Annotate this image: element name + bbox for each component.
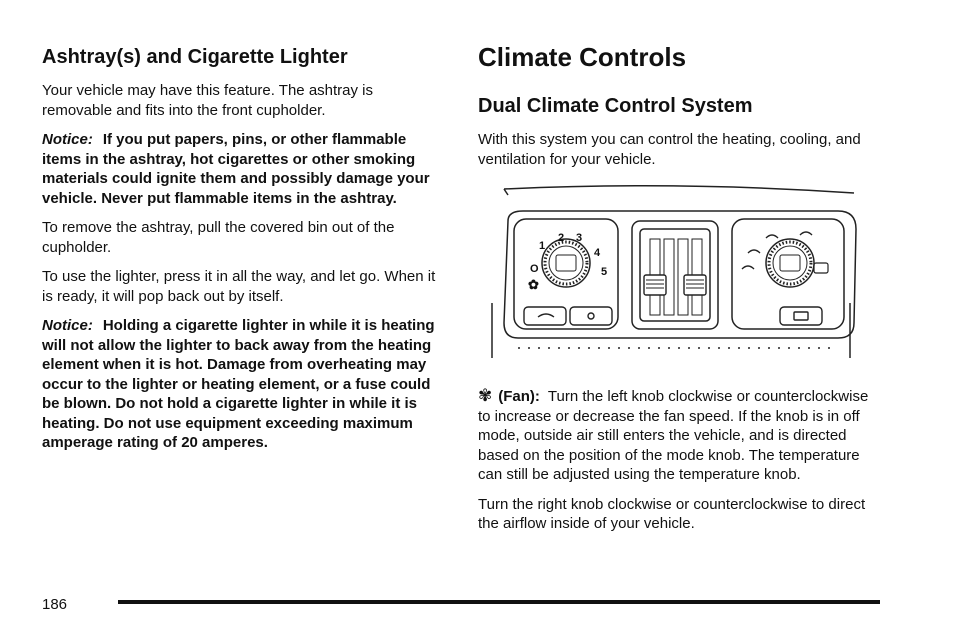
rear-defrost-button <box>780 307 822 325</box>
fan-label: (Fan): <box>498 388 540 405</box>
climate-panel-drawing <box>478 183 858 368</box>
climate-controls-title: Climate Controls <box>478 42 687 72</box>
notice-text: Holding a cigarette lighter in while it is heating will not allow the lighter to back away from the heating element when it is hot. Damage from overheating may occur to the lighter or heating element, or a fuse could be blown. Do not hold a cigarette lighter in while it is heating. Do not use equipment exceeding maximum amperage rating of 20 amperes. <box>42 317 435 451</box>
lighter-notice <box>42 316 444 453</box>
footer-rule <box>118 600 880 604</box>
knob-number-1: 1 <box>539 240 546 252</box>
left-column <box>42 46 444 463</box>
knob-number-2: 2 <box>558 232 565 244</box>
dual-climate-subtitle: Dual Climate Control System <box>478 95 753 117</box>
climate-control-illustration <box>478 183 858 368</box>
knob-number-3: 3 <box>576 232 583 244</box>
climate-intro: With this system you can control the heating, cooling, and ventilation for your vehicle. <box>478 131 861 168</box>
mode-knob-description: Turn the right knob clockwise or counterclockwise to direct the airflow inside of your vehicle. <box>478 495 866 532</box>
fan-knob <box>542 239 590 287</box>
ashtray-heading: Ashtray(s) and Cigarette Lighter <box>42 46 348 68</box>
knob-number-5: 5 <box>601 266 608 278</box>
ashtray-notice <box>42 130 444 208</box>
ashtray-remove-text: To remove the ashtray, pull the covered bin out of the cupholder. <box>42 219 395 256</box>
left-temp-slider <box>644 275 666 295</box>
notice-label: Notice: <box>42 317 93 334</box>
notice-text: If you put papers, pins, or other flammable items in the ashtray, hot cigarettes or other smoking materials could ignite them and possibly damage your vehicle. Never put flammable items in the ashtray. <box>42 131 430 207</box>
fan-symbol-icon: ✿ <box>528 277 539 292</box>
mode-knob <box>742 232 828 287</box>
fan-icon: ✾ <box>478 386 493 405</box>
notice-label: Notice: <box>42 131 93 148</box>
knob-off-label: O <box>530 263 539 275</box>
recirc-button <box>524 307 566 325</box>
right-temp-slider <box>684 275 706 295</box>
right-column <box>478 42 873 544</box>
knob-number-4: 4 <box>594 247 601 259</box>
ashtray-intro: Your vehicle may have this feature. The ashtray is removable and fits into the front cupholder. <box>42 82 374 119</box>
ac-button <box>570 307 612 325</box>
lighter-use-text: To use the lighter, press it in all the way, and let go. When it is ready, it will pop back out by itself. <box>42 268 436 305</box>
fan-description <box>478 386 873 485</box>
fan-text: Turn the left knob clockwise or counterclockwise to increase or decrease the fan speed. If the knob is in off mode, outside air still enters the vehicle, and is directed based on the position of the mode knob. The temperature can still be adjusted using the temperature knob. <box>478 388 869 483</box>
page-number: 186 <box>42 596 68 613</box>
